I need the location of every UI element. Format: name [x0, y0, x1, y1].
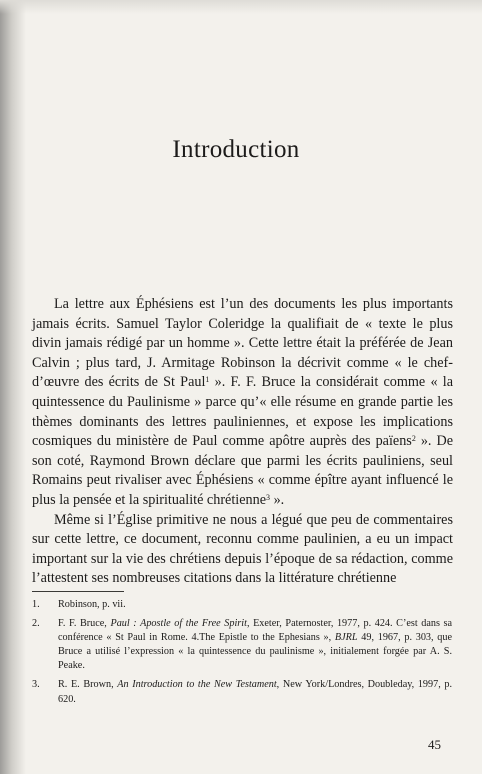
footnote-text: Robinson, p. vii. [58, 599, 126, 610]
footnote-separator [32, 591, 124, 592]
paragraph-1-part-a: La lettre aux Éphésiens est l’un des documents les plus importants jamais écrits. Samuel Taylor Coleridge la qualifiait de « texte le plus divin jamais rédigé par un homme ». Cette lettre était la préférée de Jean Calvin ; plus tard, J. Armitage Robinson la décrivit comme « le chef-d’œuvre des écrits de St Paul [32, 296, 453, 391]
paragraph-2: Même si l’Église primitive ne nous a légué que peu de commentaires sur cette lettre, ce document, reconnu comme paulinien, a eu un impact important sur la vie des chrétiens depuis l’époque de sa rédaction, comme l’attestent ses nombreuses citations dans la littérature chrétienne [32, 511, 453, 587]
footnote-number: 2. [32, 618, 40, 630]
footnote-2 [32, 617, 452, 673]
paragraph-1-part-b: ». F. F. Bruce la considérait comme « la quintessence du Paulinisme » parce qu’« elle résume en grande partie les thèmes dominants des lettres pauliniennes, et expose les implications cosmiques du ministère de Paul comme apôtre auprès des païens [32, 374, 453, 450]
footnote-text: 49, 1967, p. 303, que Bruce a utilisé l’expression « la quintessence du paulinisme », initialement forgée par A. S. Peake. [58, 632, 452, 672]
top-edge-shadow [0, 0, 482, 14]
footnote-ref-2[interactable]: 2 [411, 434, 416, 444]
footnote-1 [32, 598, 452, 612]
page-number: 45 [428, 737, 441, 752]
footnote-number: 3. [32, 679, 40, 691]
footnote-text: F. F. Bruce, [58, 618, 111, 630]
footnote-3 [32, 678, 452, 706]
footnote-text: , New York/Londres, Doubleday, 1997, p. 620. [58, 679, 453, 705]
book-title: Paul : Apostle of the Free Spirit [110, 618, 247, 630]
paragraph-1-part-c: ». De son coté, Raymond Brown déclare que parmi les écrits pauliniens, seul Romains peut rivaliser avec Éphésiens « comme épître ayant influencé le plus la pensée et la spiritualité chrétienne [32, 433, 453, 508]
footnote-text: , Exeter, Paternoster, 1977, p. 424. C’est dans sa conférence « St Paul in Rome. 4.The Epistle to the Ephesians », [58, 618, 453, 644]
footnotes [32, 598, 452, 712]
footnote-ref-3[interactable]: 3 [266, 492, 271, 502]
footnote-number: 1. [32, 599, 40, 610]
paragraph-1-part-d: ». [270, 491, 285, 508]
journal-title: BJRL [334, 632, 358, 644]
footnote-text: R. E. Brown, [58, 679, 118, 691]
binding-shadow [0, 0, 26, 774]
chapter-title: Introduction [172, 136, 300, 163]
footnote-ref-1[interactable]: 1 [205, 375, 210, 385]
body-text [32, 295, 453, 589]
paragraph-1 [32, 295, 453, 511]
book-title: An Introduction to the New Testament [117, 679, 277, 691]
